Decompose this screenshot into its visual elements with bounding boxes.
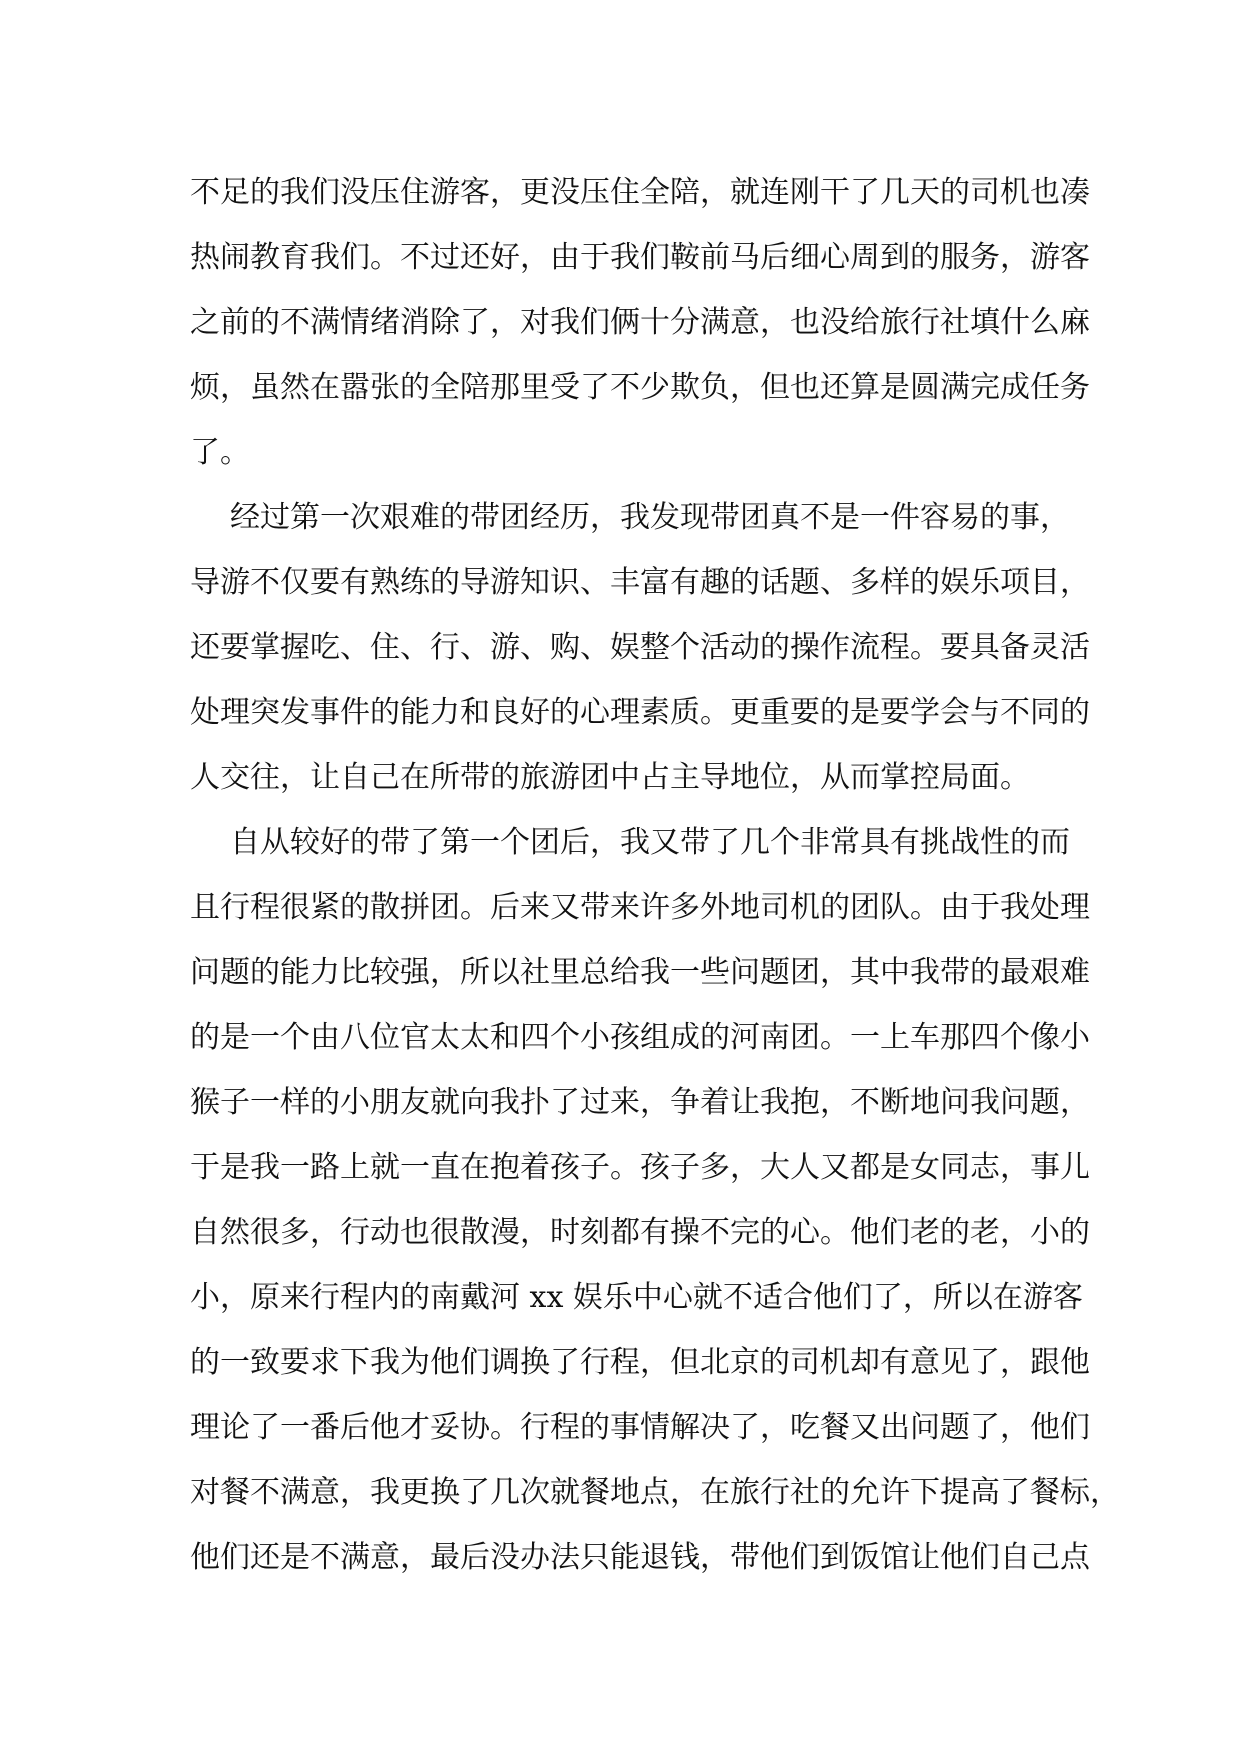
text-line: 且行程很紧的散拼团。后来又带来许多外地司机的团队。由于我处理 <box>190 890 1090 925</box>
text-line: 问题的能力比较强，所以社里总给我一些问题团，其中我带的最艰难 <box>190 955 1090 990</box>
paragraph <box>190 485 1090 810</box>
document-body <box>190 160 1120 1590</box>
paragraph <box>190 160 1090 485</box>
text-line: 于是我一路上就一直在抱着孩子。孩子多，大人又都是女同志，事儿 <box>190 1150 1090 1185</box>
text-line: 之前的不满情绪消除了，对我们俩十分满意，也没给旅行社填什么麻 <box>190 305 1090 340</box>
text-line: 热闹教育我们。不过还好，由于我们鞍前马后细心周到的服务，游客 <box>190 240 1090 275</box>
text-line: 处理突发事件的能力和良好的心理素质。更重要的是要学会与不同的 <box>190 695 1090 730</box>
text-line: 他们还是不满意，最后没办法只能退钱，带他们到饭馆让他们自己点 <box>190 1540 1090 1575</box>
text-line: 烦，虽然在嚣张的全陪那里受了不少欺负，但也还算是圆满完成任务 <box>190 370 1090 405</box>
text-line: 的是一个由八位官太太和四个小孩组成的河南团。一上车那四个像小 <box>190 1020 1090 1055</box>
text-line: 理论了一番后他才妥协。行程的事情解决了，吃餐又出问题了，他们 <box>190 1410 1090 1445</box>
text-line: 人交往，让自己在所带的旅游团中占主导地位，从而掌控局面。 <box>190 760 1030 795</box>
text-line: 还要掌握吃、住、行、游、购、娱整个活动的操作流程。要具备灵活 <box>190 630 1090 665</box>
text-line: 自从较好的带了第一个团后，我又带了几个非常具有挑战性的而 <box>230 825 1070 860</box>
text-line: 猴子一样的小朋友就向我扑了过来，争着让我抱，不断地问我问题， <box>190 1085 1090 1120</box>
text-line: 经过第一次艰难的带团经历，我发现带团真不是一件容易的事， <box>230 500 1070 535</box>
text-line: 自然很多，行动也很散漫，时刻都有操不完的心。他们老的老，小的 <box>190 1215 1090 1250</box>
text-line: 小，原来行程内的南戴河 xx 娱乐中心就不适合他们了，所以在游客 <box>190 1280 1083 1315</box>
paragraph <box>190 810 1120 1590</box>
text-line: 对餐不满意，我更换了几次就餐地点，在旅行社的允许下提高了餐标， <box>190 1475 1120 1510</box>
text-line: 了。 <box>190 435 250 470</box>
text-line: 不足的我们没压住游客，更没压住全陪，就连刚干了几天的司机也凑 <box>190 175 1090 210</box>
text-line: 导游不仅要有熟练的导游知识、丰富有趣的话题、多样的娱乐项目， <box>190 565 1090 600</box>
text-line: 的一致要求下我为他们调换了行程，但北京的司机却有意见了，跟他 <box>190 1345 1090 1380</box>
